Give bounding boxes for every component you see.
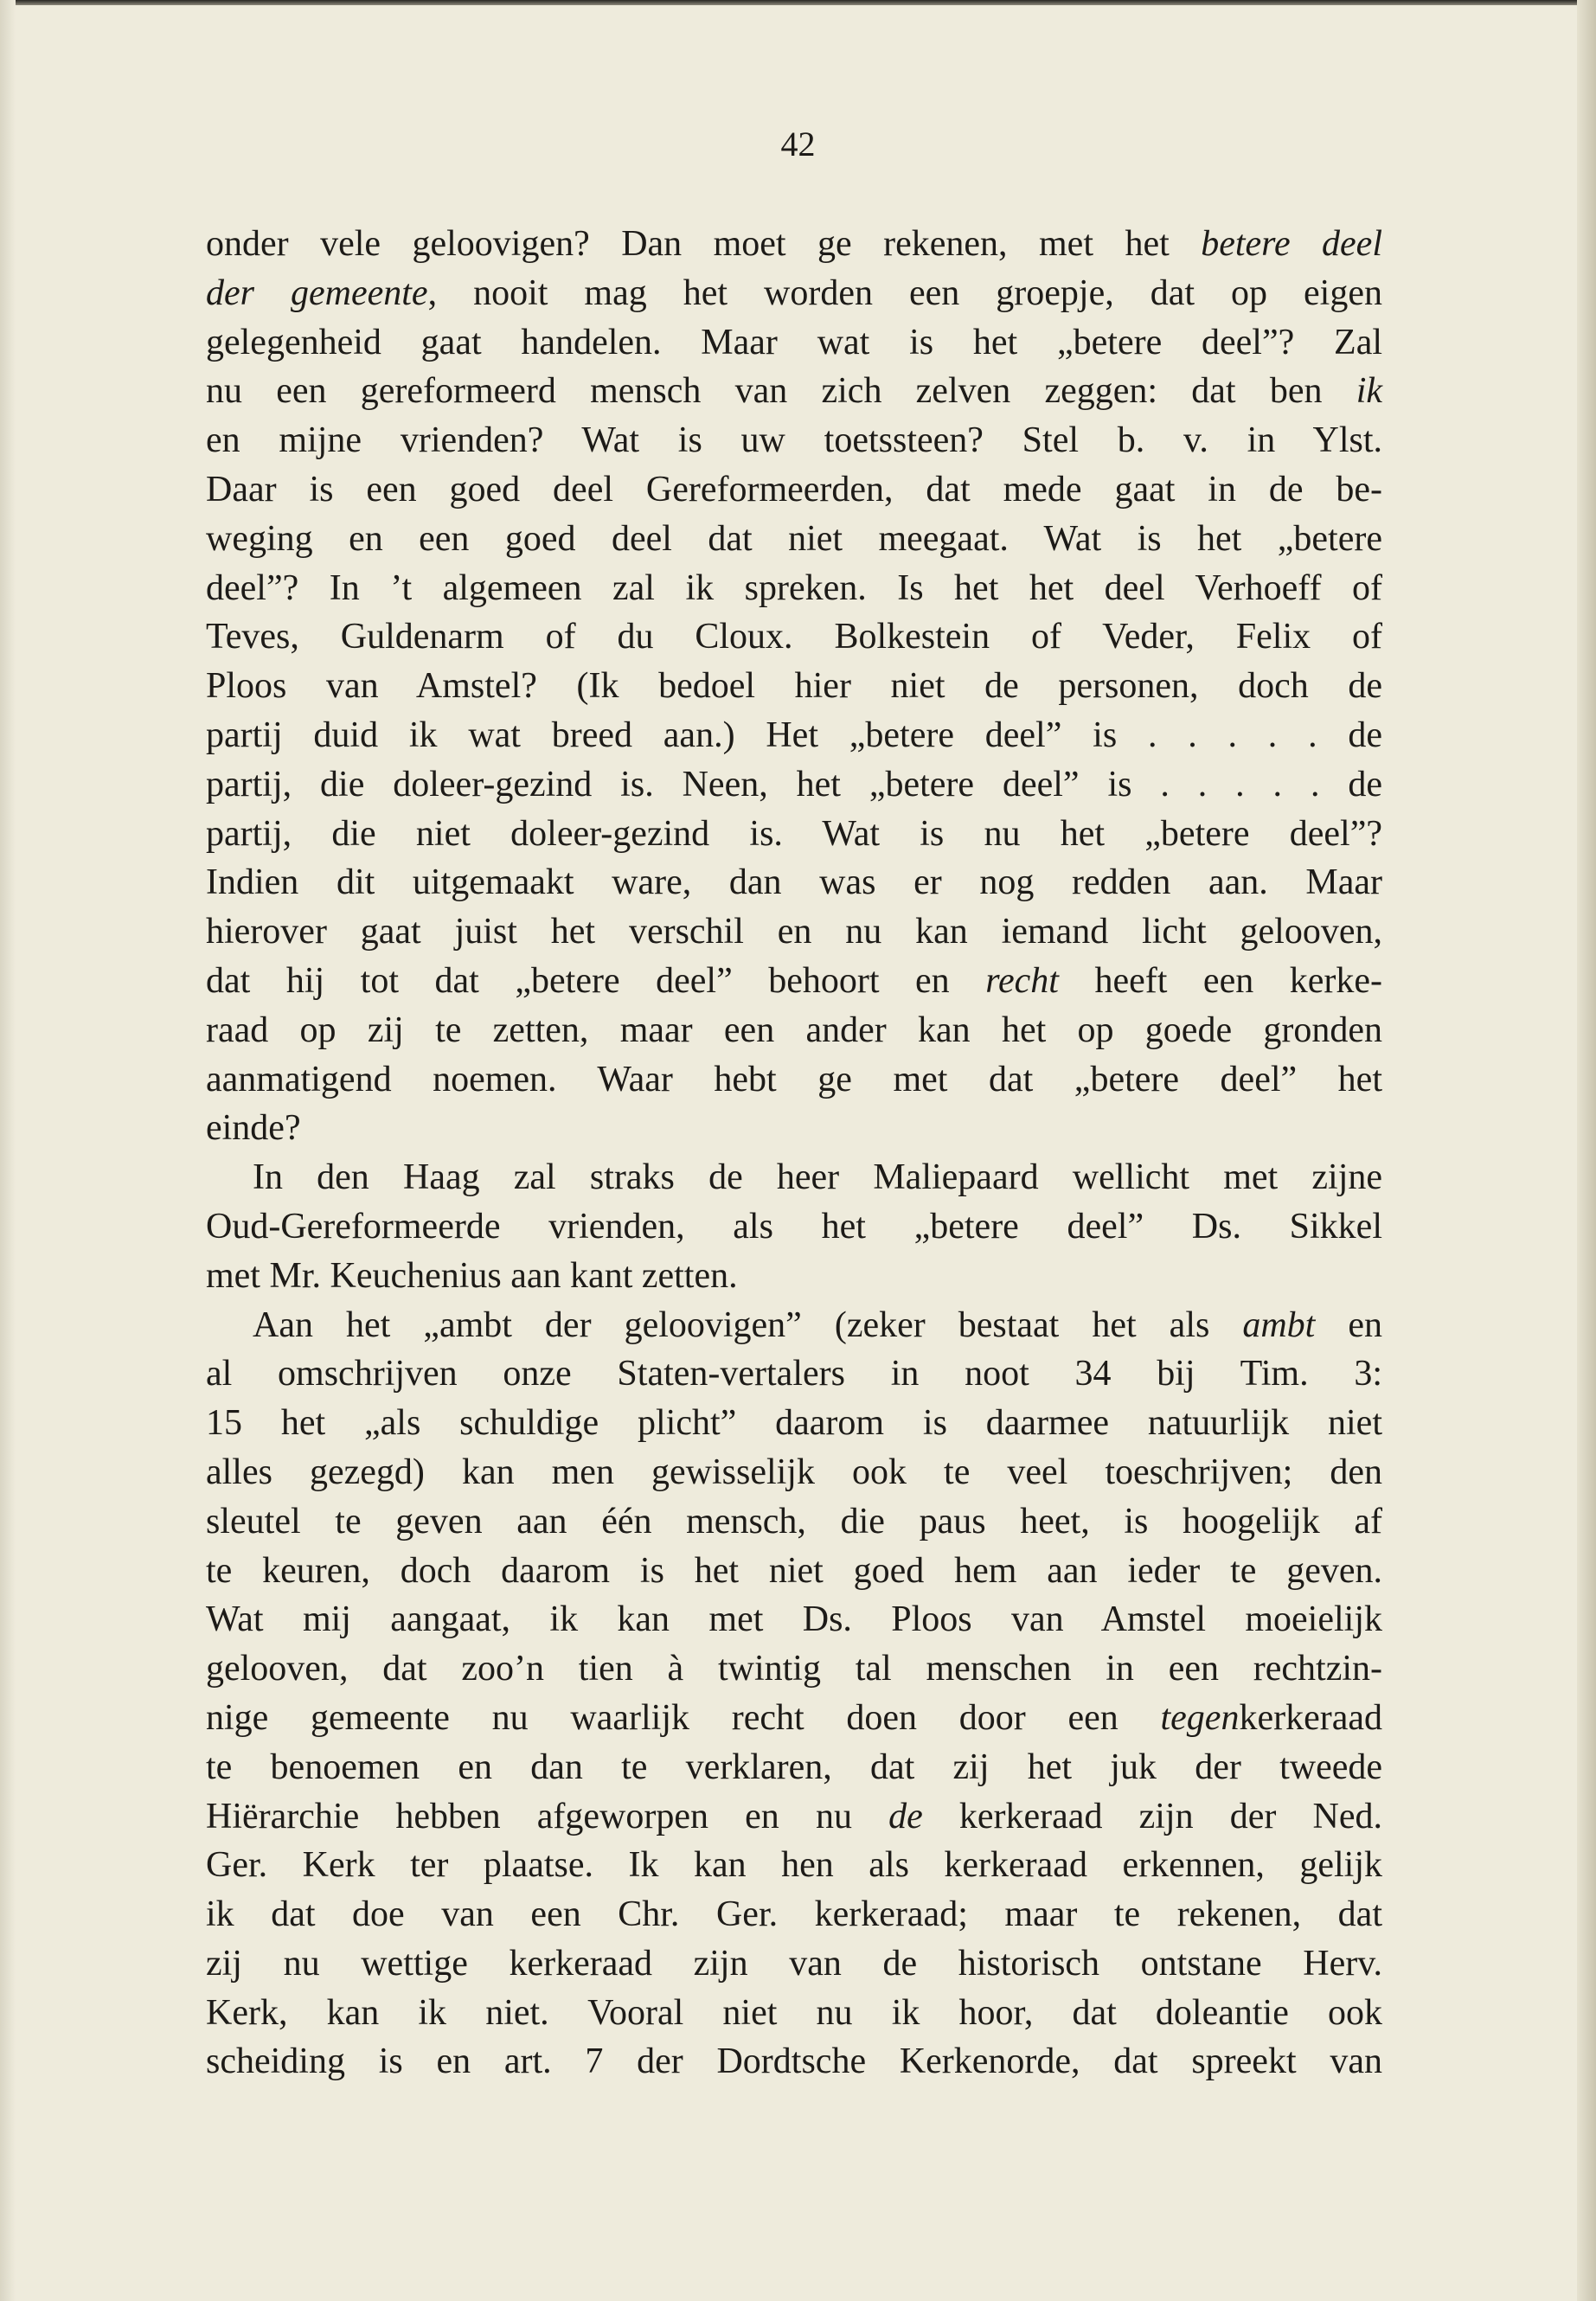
text-line xyxy=(206,1595,1382,1644)
text-line xyxy=(206,957,1382,1006)
text-segment: weging en een goed deel dat niet meegaat. Wat is het „betere xyxy=(206,518,1382,559)
text-line xyxy=(206,1547,1382,1596)
page-number: 42 xyxy=(780,125,816,163)
text-segment: einde? xyxy=(206,1108,301,1149)
text-line xyxy=(206,416,1382,465)
text-segment: partij, die niet doleer-gezind is. Wat is nu het „betere deel”? xyxy=(206,813,1382,854)
text-segment: kerkeraad xyxy=(1239,1697,1382,1738)
page-top-edge xyxy=(0,0,1596,5)
page-right-edge xyxy=(1577,0,1596,2301)
text-line xyxy=(206,269,1382,318)
text-line xyxy=(206,1694,1382,1743)
text-line xyxy=(206,1644,1382,1694)
italic-text: betere deel xyxy=(1201,224,1382,264)
text-segment: Daar is een goed deel Gereformeerden, dat mede gaat in de be- xyxy=(206,469,1382,510)
text-segment: en xyxy=(1315,1304,1382,1345)
text-line xyxy=(206,810,1382,859)
text-segment: Wat mij aangaat, ik kan met Ds. Ploos van Amstel moeielijk xyxy=(206,1599,1382,1640)
text-segment: aanmatigend noemen. Waar hebt ge met dat „betere deel” het xyxy=(206,1059,1382,1099)
text-segment: kerkeraad zijn der Ned. xyxy=(922,1796,1382,1836)
text-line xyxy=(206,465,1382,515)
text-line xyxy=(206,1890,1382,1939)
text-segment: nige gemeente nu waarlijk recht doen door een xyxy=(206,1697,1161,1738)
text-segment: onder vele geloovigen? Dan moet ge rekenen, met het xyxy=(206,224,1202,264)
text-line xyxy=(206,662,1382,711)
italic-text: de xyxy=(888,1796,923,1836)
text-segment: en mijne vrienden? Wat is uw toetssteen? Stel b. v. in Ylst. xyxy=(206,420,1382,461)
text-segment: gelegenheid gaat handelen. Maar wat is het „betere deel”? Zal xyxy=(206,322,1382,362)
text-line xyxy=(206,1104,1382,1153)
italic-text: ik xyxy=(1356,371,1382,412)
text-segment: Kerk, kan ik niet. Vooral niet nu ik hoor, dat doleantie ook xyxy=(206,1992,1382,2033)
text-segment: hierover gaat juist het verschil en nu kan iemand licht gelooven, xyxy=(206,912,1382,952)
text-segment: te benoemen en dan te verklaren, dat zij het juk der tweede xyxy=(206,1747,1382,1787)
text-segment: , nooit mag het worden een groepje, dat op eigen xyxy=(427,272,1382,313)
text-line xyxy=(206,1939,1382,1989)
text-line xyxy=(206,1497,1382,1547)
text-line xyxy=(206,515,1382,564)
text-line xyxy=(206,1989,1382,2038)
text-segment: partij duid ik wat breed aan.) Het „betere deel” is . . . . . de xyxy=(206,715,1382,755)
text-line xyxy=(206,760,1382,810)
italic-text: recht xyxy=(985,960,1059,1001)
text-segment: Hiërarchie hebben afgeworpen en nu xyxy=(206,1796,889,1836)
text-line xyxy=(206,1349,1382,1399)
text-line xyxy=(206,1006,1382,1055)
text-segment: alles gezegd) kan men gewisselijk ook te veel toeschrijven; den xyxy=(206,1452,1382,1492)
text-segment: nu een gereformeerd mensch van zich zelven zeggen: dat ben xyxy=(206,371,1356,412)
text-segment: deel”? In ’t algemeen zal ik spreken. Is het het deel Verhoeff of xyxy=(206,567,1382,608)
text-segment: al omschrijven onze Staten-vertalers in noot 34 bij Tim. 3: xyxy=(206,1354,1382,1394)
text-segment: Oud-Gereformeerde vrienden, als het „betere deel” Ds. Sikkel xyxy=(206,1206,1382,1247)
italic-text: tegen xyxy=(1160,1697,1240,1738)
text-line xyxy=(206,367,1382,416)
text-line xyxy=(206,858,1382,907)
text-segment: zij nu wettige kerkeraad zijn van de historisch ontstane Herv. xyxy=(206,1943,1382,1984)
text-segment: Teves, Guldenarm of du Cloux. Bolkestein of Veder, Felix of xyxy=(206,617,1382,657)
text-segment: dat hij tot dat „betere deel” behoort en xyxy=(206,960,986,1001)
text-segment: raad op zij te zetten, maar een ander kan het op goede gronden xyxy=(206,1009,1382,1050)
text-segment: Aan het „ambt der geloovigen” (zeker bestaat het als xyxy=(253,1304,1243,1345)
text-segment: scheiding is en art. 7 der Dordtsche Kerkenorde, dat spreekt van xyxy=(206,2041,1382,2082)
page-left-edge xyxy=(0,0,16,2301)
text-segment: gelooven, dat zoo’n tien à twintig tal menschen in een rechtzin- xyxy=(206,1649,1382,1689)
text-line xyxy=(206,318,1382,368)
text-line xyxy=(206,907,1382,957)
text-segment: partij, die doleer-gezind is. Neen, het „betere deel” is . . . . . de xyxy=(206,764,1382,804)
text-segment: 15 het „als schuldige plicht” daarom is daarmee natuurlijk niet xyxy=(206,1403,1382,1444)
text-line xyxy=(206,1399,1382,1448)
text-line xyxy=(206,2037,1382,2086)
text-line xyxy=(206,1448,1382,1497)
text-line xyxy=(206,1743,1382,1792)
text-line xyxy=(206,1841,1382,1890)
italic-text: ambt xyxy=(1242,1304,1316,1345)
text-line xyxy=(206,564,1382,613)
text-line xyxy=(206,1055,1382,1105)
text-line xyxy=(206,1252,1382,1301)
text-line xyxy=(206,1792,1382,1842)
body-text xyxy=(206,220,1382,2086)
text-segment: Indien dit uitgemaakt ware, dan was er nog redden aan. Maar xyxy=(206,862,1382,903)
text-segment: sleutel te geven aan één mensch, die paus heet, is hoogelijk af xyxy=(206,1501,1382,1541)
text-segment: Ploos van Amstel? (Ik bedoel hier niet de personen, doch de xyxy=(206,666,1382,707)
text-segment: te keuren, doch daarom is het niet goed hem aan ieder te geven. xyxy=(206,1550,1382,1591)
italic-text: der gemeente xyxy=(206,272,428,313)
text-segment: ik dat doe van een Chr. Ger. kerkeraad; maar te rekenen, dat xyxy=(206,1894,1382,1935)
text-segment: met Mr. Keuchenius aan kant zetten. xyxy=(206,1255,738,1296)
text-segment: In den Haag zal straks de heer Maliepaard wellicht met zijne xyxy=(253,1157,1382,1198)
text-line xyxy=(206,220,1382,269)
text-line xyxy=(206,612,1382,662)
text-segment: Ger. Kerk ter plaatse. Ik kan hen als kerkeraad erkennen, gelijk xyxy=(206,1845,1382,1886)
text-line xyxy=(206,1301,1382,1350)
text-line xyxy=(206,1202,1382,1252)
text-segment: heeft een kerke- xyxy=(1058,960,1382,1001)
text-line xyxy=(206,711,1382,760)
text-line xyxy=(206,1153,1382,1202)
